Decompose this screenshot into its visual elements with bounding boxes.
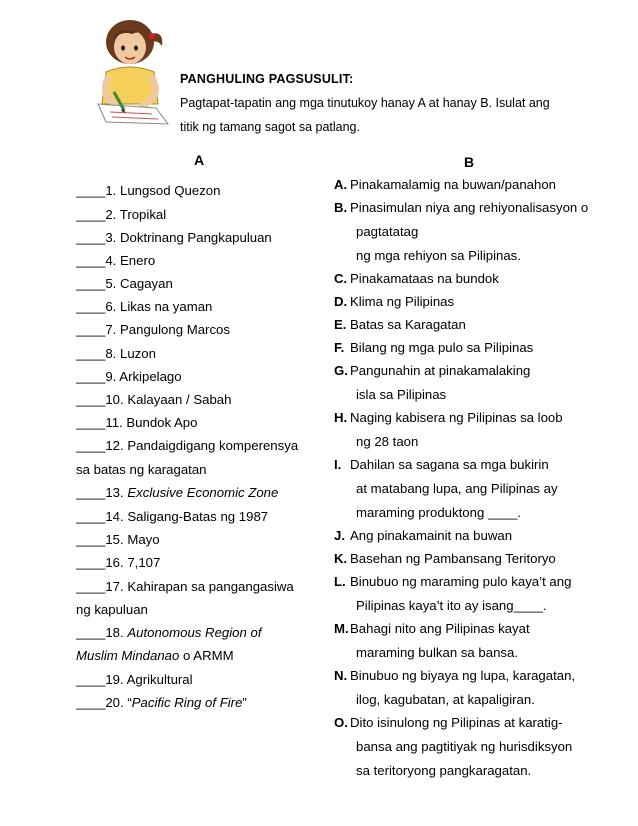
column-a-heading: A: [194, 152, 205, 168]
item-b-g-line2: isla sa Pilipinas: [356, 387, 447, 402]
item-a-13: [76, 485, 278, 500]
item-a-18-cont-text: o ARMM: [179, 648, 234, 663]
item-a-2: ____2. Tropikal: [76, 207, 167, 222]
item-b-d: D. Klima ng Pilipinas: [334, 294, 455, 309]
item-b-i-line3: maraming produktong ____.: [356, 505, 521, 520]
item-a-4: ____4. Enero: [76, 253, 156, 268]
column-b-heading: B: [464, 154, 475, 170]
item-b-i-line2: at matabang lupa, ang Pilipinas ay: [356, 481, 558, 496]
item-a-16: ____16. 7,107: [76, 555, 161, 570]
page-title: PANGHULING PAGSUSULIT:: [180, 72, 354, 86]
item-a-7: ____7. Pangulong Marcos: [76, 322, 230, 337]
instruction-line-1: Pagtapat-tapatin ang mga tinutukoy hanay A at hanay B. Isulat ang: [180, 96, 550, 110]
item-a-18-cont-italic: Muslim Mindanao: [76, 648, 180, 663]
item-a-18-text: Autonomous Region of: [127, 625, 262, 640]
item-a-17-cont: ng kapuluan: [76, 602, 148, 617]
item-b-f: F. Bilang ng mga pulo sa Pilipinas: [334, 340, 534, 355]
item-a-20-close: ”: [242, 695, 247, 710]
item-a-1: ____1. Lungsod Quezon: [76, 183, 221, 198]
item-a-12-cont: sa batas ng karagatan: [76, 462, 207, 477]
child-writing-icon: [92, 12, 178, 130]
item-b-h: H. Naging kabisera ng Pilipinas sa loob: [334, 410, 563, 425]
item-a-18-cont: [76, 648, 234, 663]
item-b-b-line2: pagtatatag: [356, 224, 419, 239]
item-a-11: ____11. Bundok Apo: [76, 415, 198, 430]
item-a-20-number: ____20. “: [76, 695, 132, 710]
item-a-6: ____6. Likas na yaman: [76, 299, 213, 314]
item-b-o-line2: bansa ang pagtitiyak ng hurisdiksyon: [356, 739, 573, 754]
item-a-20-text: Pacific Ring of Fire: [131, 695, 243, 710]
item-b-l: L. Binubuo ng maraming pulo kaya’t ang: [334, 574, 572, 589]
item-b-n: N. Binubuo ng biyaya ng lupa, karagatan,: [334, 668, 576, 683]
item-b-c: C. Pinakamataas na bundok: [334, 271, 499, 286]
item-b-b-line3: ng mga rehiyon sa Pilipinas.: [356, 248, 521, 263]
item-b-a: A. Pinakamalamig na buwan/panahon: [334, 177, 557, 192]
item-b-g: G. Pangunahin at pinakamalaking: [334, 363, 531, 378]
item-a-19: ____19. Agrikultural: [76, 672, 193, 687]
item-a-10: ____10. Kalayaan / Sabah: [76, 392, 232, 407]
item-b-k: K. Basehan ng Pambansang Teritoryo: [334, 551, 556, 566]
item-b-o-line3: sa teritoryong pangkaragatan.: [356, 763, 532, 778]
item-a-8: ____8. Luzon: [76, 346, 156, 361]
item-a-18: [76, 625, 262, 640]
item-b-b: B. Pinasimulan niya ang rehiyonalisasyon o: [334, 200, 589, 215]
item-a-5: ____5. Cagayan: [76, 276, 173, 291]
item-a-12: ____12. Pandaigdigang komperensya: [76, 438, 299, 453]
item-b-n-line2: ilog, kagubatan, at kapaligiran.: [356, 692, 535, 707]
item-b-e: E. Batas sa Karagatan: [334, 317, 466, 332]
instruction-line-2: titik ng tamang sagot sa patlang.: [180, 120, 360, 134]
item-b-m: M.Bahagi nito ang Pilipinas kayat: [334, 621, 530, 636]
item-a-17: ____17. Kahirapan sa pangangasiwa: [76, 579, 294, 594]
item-b-j: J. Ang pinakamainit na buwan: [334, 528, 513, 543]
item-b-m-line2: maraming bulkan sa bansa.: [356, 645, 519, 660]
item-a-3: ____3. Doktrinang Pangkapuluan: [76, 230, 272, 245]
item-a-20: [76, 695, 247, 710]
item-b-i: I. Dahilan sa sagana sa mga bukirin: [334, 457, 549, 472]
item-a-9: ____9. Arkipelago: [76, 369, 182, 384]
item-a-13-number: ____13.: [76, 485, 128, 500]
item-a-18-number: ____18.: [76, 625, 128, 640]
item-b-l-line2: Pilipinas kaya’t ito ay isang____.: [356, 598, 547, 613]
item-a-14: ____14. Saligang-Batas ng 1987: [76, 509, 269, 524]
item-b-h-line2: ng 28 taon: [356, 434, 419, 449]
item-a-15: ____15. Mayo: [76, 532, 160, 547]
item-b-o: O. Dito isinulong ng Pilipinas at karatig-: [334, 715, 563, 730]
item-a-13-text: Exclusive Economic Zone: [127, 485, 279, 500]
